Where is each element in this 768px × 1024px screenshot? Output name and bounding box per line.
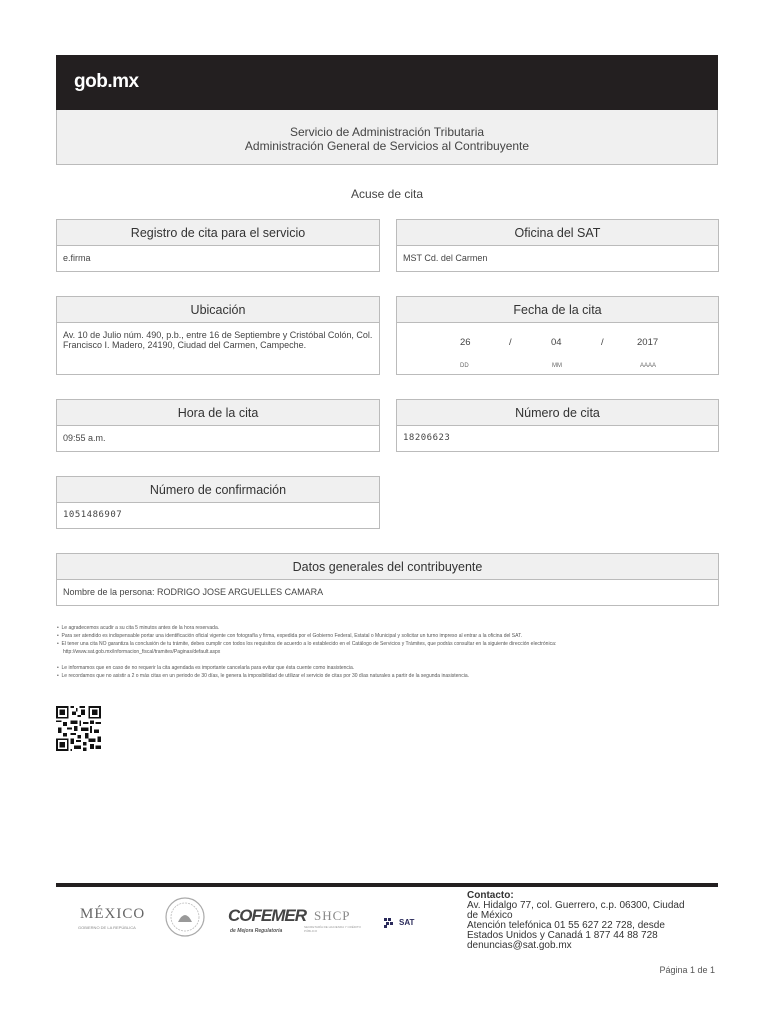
fecha-year: 2017 <box>637 337 659 348</box>
numero-cita-label: Número de cita <box>397 400 718 426</box>
ubicacion-value: Av. 10 de Julio núm. 490, p.b., entre 16 de Septiembre y Cristóbal Colón, Col. Francisco I. Madero, 24190, Ciudad del Carmen, Campeche. <box>63 330 373 350</box>
document-title: Acuse de cita <box>350 187 424 201</box>
ubicacion-box <box>56 296 380 375</box>
confirmacion-box <box>56 476 380 529</box>
mexico-logo: MÉXICO <box>80 906 146 922</box>
shcp-logo-sub: SECRETARÍA DE HACIENDA Y CRÉDITO PÚBLICO <box>304 925 361 933</box>
note-text: Le informamos que en caso de no requerir la cita agendada es importante cancelarla para evitar que ésta cuente como inasistencia. <box>61 665 355 671</box>
note-item: • Le informamos que en caso de no requerir la cita agendada es importante cancelarla para evitar que ésta cuente como inasistencia. <box>57 665 355 671</box>
hora-label: Hora de la cita <box>57 400 379 426</box>
contact-line: Estados Unidos y Canadá 1 877 44 88 728 <box>467 930 658 941</box>
note-link[interactable]: http://www.sat.gob.mx/informacion_fiscal/tramites/Paginas/default.aspx <box>63 649 221 655</box>
note-item: • El tener una cita NO garantiza la conclusión de tu trámite, debes cumplir con todos los requisitos de acuerdo a lo establecido en el Catálogo de Servicios y Trámites, que podrás consultar en la siguiente dirección electrónica: <box>57 641 557 647</box>
servicio-box <box>56 219 380 272</box>
sat-logo-icon <box>384 918 398 928</box>
contribuyente-label: Datos generales del contribuyente <box>57 554 718 580</box>
note-item: • Le agradecemos acudir a su cita 5 minutos antes de la hora reservada. <box>57 625 220 631</box>
fecha-box <box>396 296 719 375</box>
oficina-label: Oficina del SAT <box>397 220 718 246</box>
contribuyente-box <box>56 553 719 606</box>
note-item: • Le recordamos que no asistir a 2 o más citas en un periodo de 30 días, le genera la imposibilidad de utilizar el servicio de citas por 30 días naturales a partir de la segunda inasistencia. <box>57 673 469 679</box>
fecha-label: Fecha de la cita <box>397 297 718 323</box>
footer-rule <box>56 883 718 887</box>
title-line-1: Servicio de Administración Tributaria <box>289 125 485 139</box>
numero-cita-value: 18206623 <box>403 433 451 443</box>
note-item: • Para ser atendido es indispensable portar una identificación oficial vigente con fotografía y firma, expedida por el Gobierno Federal, Estatal o Municipal y solicitar un turno impreso al entrar a la oficina del SAT. <box>57 633 522 639</box>
title-box <box>56 110 718 165</box>
contact-block <box>467 891 717 951</box>
fecha-day-label: DD <box>460 363 469 369</box>
escudo-icon <box>164 896 206 938</box>
fecha-sep-1: / <box>509 337 512 348</box>
hora-box <box>56 399 380 452</box>
ubicacion-label: Ubicación <box>57 297 379 323</box>
contribuyente-value: Nombre de la persona: RODRIGO JOSE ARGUELLES CAMARA <box>63 587 324 597</box>
contact-line: Av. Hidalgo 77, col. Guerrero, c.p. 06300, Ciudad <box>467 900 685 911</box>
contact-email[interactable]: denuncias@sat.gob.mx <box>467 940 572 951</box>
cofemer-logo: COFEMER <box>228 906 306 925</box>
contact-line: de México <box>467 910 513 921</box>
note-text: Le agradecemos acudir a su cita 5 minutos antes de la hora reservada. <box>61 625 220 631</box>
mexico-logo-sub: GOBIERNO DE LA REPÚBLICA <box>78 925 136 930</box>
title-line-2: Administración General de Servicios al Contribuyente <box>244 139 530 153</box>
contact-line: Atención telefónica 01 55 627 22 728, desde <box>467 920 665 931</box>
notes-list <box>57 624 717 680</box>
header-bar <box>56 55 718 110</box>
fecha-value <box>397 323 718 373</box>
oficina-value: MST Cd. del Carmen <box>403 253 488 263</box>
oficina-box <box>396 219 719 272</box>
confirmacion-value: 1051486907 <box>63 510 123 520</box>
fecha-month: 04 <box>551 337 562 348</box>
contact-title: Contacto: <box>467 890 514 901</box>
fecha-sep-2: / <box>601 337 604 348</box>
numero-cita-box <box>396 399 719 452</box>
servicio-value: e.firma <box>63 253 91 263</box>
gob-mx-logo[interactable]: gob.mx <box>74 71 139 92</box>
page-number: Página 1 de 1 <box>659 965 715 975</box>
fecha-month-label: MM <box>552 363 562 369</box>
servicio-label: Registro de cita para el servicio <box>57 220 379 246</box>
fecha-day: 26 <box>460 337 471 348</box>
fecha-year-label: AAAA <box>640 363 657 369</box>
cofemer-logo-sub: de Mejora Regulatoria <box>230 928 283 934</box>
qr-code-icon <box>56 706 101 751</box>
sat-logo: SAT <box>399 918 415 927</box>
note-text: Le recordamos que no asistir a 2 o más citas en un periodo de 30 días, le genera la imposibilidad de utilizar el servicio de citas por 30 días naturales a partir de la segunda inasistencia. <box>61 673 469 679</box>
confirmacion-label: Número de confirmación <box>57 477 379 503</box>
note-text: Para ser atendido es indispensable portar una identificación oficial vigente con fotografía y firma, expedida por el Gobierno Federal, Estatal o Municipal y solicitar un turno impreso al entrar a la oficina del SAT. <box>61 633 522 639</box>
note-text: El tener una cita NO garantiza la conclusión de tu trámite, debes cumplir con todos los requisitos de acuerdo a lo establecido en el Catálogo de Servicios y Trámites, que podrás consultar en la siguiente dirección electrónica: <box>61 641 557 647</box>
shcp-logo: SHCP <box>314 908 351 923</box>
hora-value: 09:55 a.m. <box>63 433 106 443</box>
